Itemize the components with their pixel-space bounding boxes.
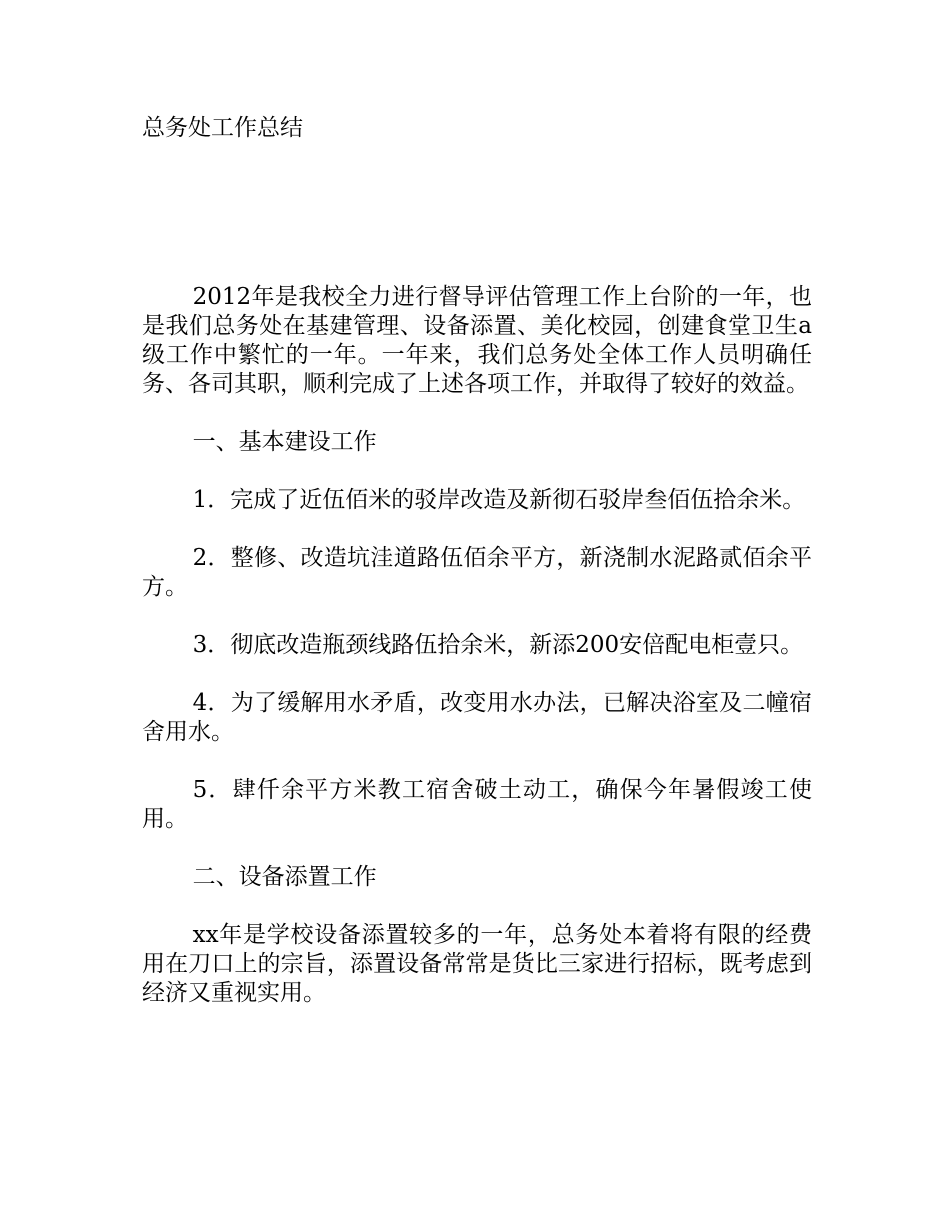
list-item: 4．为了缓解用水矛盾，改变用水办法，已解决浴室及二幢宿舍用水。 (142, 690, 812, 745)
document-title: 总务处工作总结 (142, 115, 303, 141)
list-item: 1．完成了近伍佰米的驳岸改造及新彻石驳岸叁佰伍拾余米。 (192, 487, 806, 513)
list-item: 5．肆仟余平方米教工宿舍破土动工，确保今年暑假竣工使用。 (142, 777, 812, 832)
section-heading-equipment: 二、设备添置工作 (192, 864, 377, 890)
document-body (142, 283, 812, 1008)
list-item: 3．彻底改造瓶颈线路伍拾余米，新添200安倍配电柜壹只。 (192, 632, 804, 658)
equipment-paragraph: xx年是学校设备添置较多的一年，总务处本着将有限的经费用在刀口上的宗旨，添置设备常常是货比三家进行招标，既考虑到经济又重视实用。 (142, 922, 812, 1006)
intro-paragraph: 2012年是我校全力进行督导评估管理工作上台阶的一年，也是我们总务处在基建管理、设备添置、美化校园，创建食堂卫生a级工作中繁忙的一年。一年来，我们总务处全体工作人员明确任务、各司其职，顺利完成了上述各项工作，并取得了较好的效益。 (142, 284, 812, 397)
list-item: 2．整修、改造坑洼道路伍佰余平方，新浇制水泥路贰佰余平方。 (142, 545, 812, 600)
section-heading-construction: 一、基本建设工作 (192, 429, 377, 455)
